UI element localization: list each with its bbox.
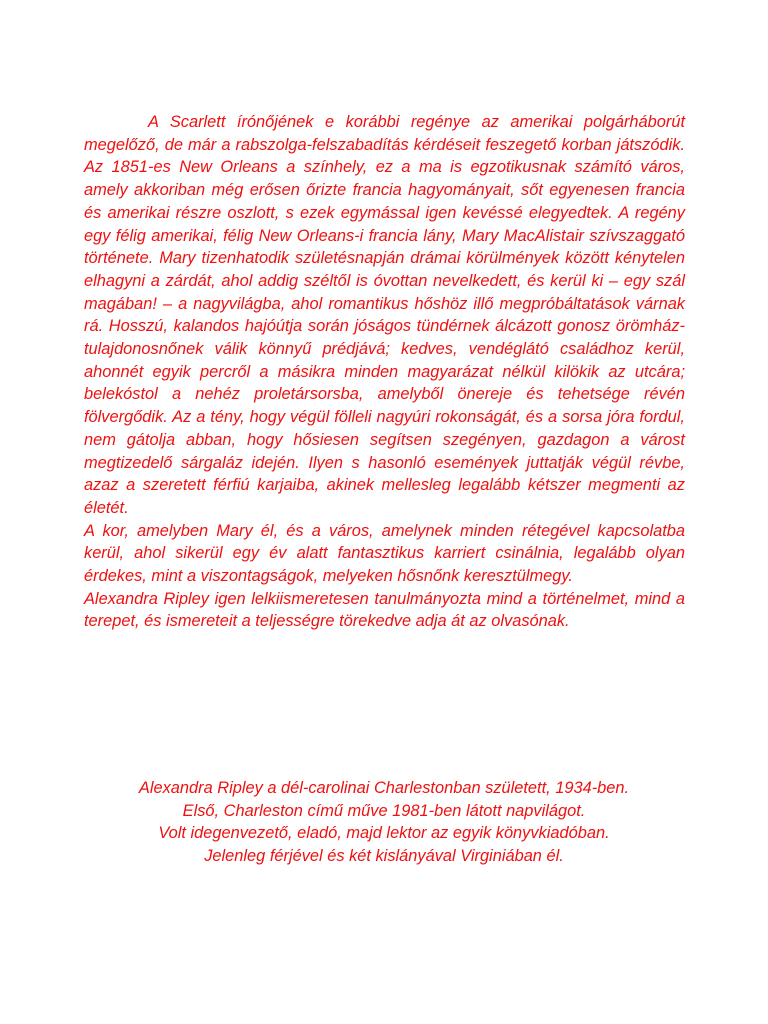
description-paragraph-3: Alexandra Ripley igen lelkiismeretesen tanulmányozta mind a történelmet, mind a terepet, és ismereteit a teljességre törekedve adja át az olvasónak. bbox=[84, 589, 685, 631]
author-bio bbox=[60, 777, 708, 868]
description-paragraph-2: A kor, amelyben Mary él, és a város, amelynek minden rétegével kapcsolatba kerül, ahol sikerül egy év alatt fantasztikus karriert csinálnia, legalább olyan érdekes, mint a viszontagságok, melyeken hősnőnk keresztülmegy. bbox=[84, 521, 685, 586]
description-paragraph-1: A Scarlett írónőjének e korábbi regénye az amerikai polgárháborút megelőző, de már a rabszolga-felszabadítás kérdéseit feszegető korban játszódik. Az 1851-es New Orleans a színhely, ez a ma is egzotikusnak számító város, amely akkoriban még erősen őrizte francia hagyományait, sőt egyenesen francia és amerikai részre oszlott, s ezek egymással igen kevéssé elegyedtek. A regény egy félig amerikai, félig New Orleans-i francia lány, Mary MacAlistair szívszaggató története. Mary tizenhatodik születésnapján drámai körülmények között kénytelen elhagyni a zárdát, ahol addig széltől is óvottan nevelkedett, és kerül ki – egy szál magában! – a nagyvilágba, ahol romantikus hőshöz illő megpróbáltatások várnak rá. Hosszú, kalandos hajóútja során jóságos tündérnek álcázott gonosz örömház-tulajdonosnőnek válik könnyű prédjává; kedves, vendéglátó családhoz kerül, ahonnét egyik percről a másikra minden magyarázat nélkül kilökik az utcára; belekóstol a nehéz proletársorsba, amelyből önereje és tehetsége révén fölvergődik. Az a tény, hogy végül fölleli nagyúri rokonságát, és a sorsa jóra fordul, nem gátolja abban, hogy hősiesen segítsen szegényen, gazdagon a várost megtizedelő sárgaláz idején. Ilyen s hasonló események juttatják végül révbe, azaz a szeretett férfiú karjaiba, akinek mellesleg legalább kétszer megmenti az életét. bbox=[84, 113, 685, 517]
bio-line-1: Alexandra Ripley a dél-carolinai Charlestonban született, 1934-ben. bbox=[138, 779, 630, 797]
bio-line-4: Jelenleg férjével és két kislányával Virginiában él. bbox=[204, 847, 564, 866]
bio-line-2: Első, Charleston című műve 1981-ben látott napvilágot. bbox=[182, 801, 586, 820]
bio-line-3: Volt idegenvezető, eladó, majd lektor az egyik könyvkiadóban. bbox=[158, 824, 610, 843]
book-description bbox=[84, 111, 685, 633]
